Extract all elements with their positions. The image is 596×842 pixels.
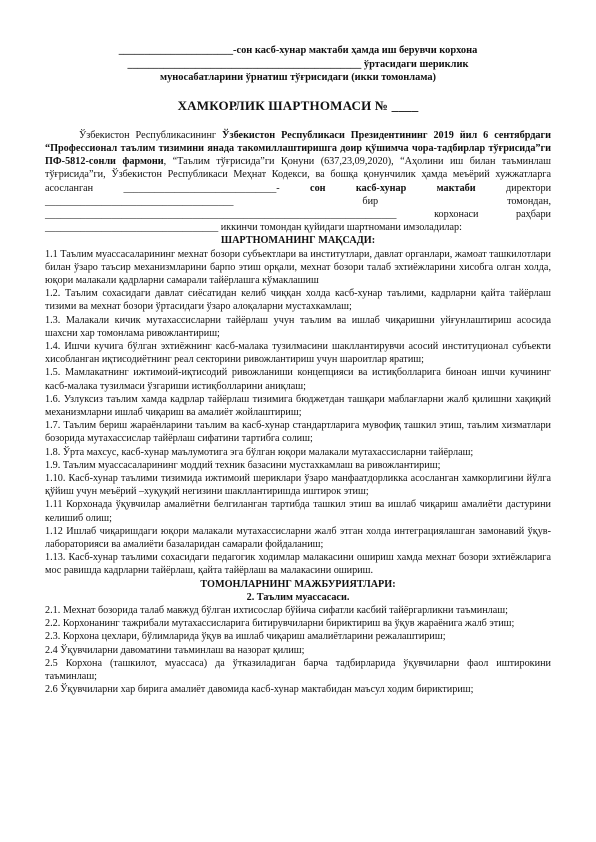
clause-paragraph: 1.4. Ишчи кучига бўлган эхтиёжнинг касб-малака тузилмасини шакллантирувчи асосий институционал субъекти хисобланган иқтисодиётнинг реал секторини ривожлантириш учун шароитлар яратиш; xyxy=(45,340,551,366)
clause-paragraph: 1.9. Таълим муассасаларининг моддий техник базасини мустахкамлаш ва ривожлантириш; xyxy=(45,459,441,471)
clause-paragraph: 1.3. Малакали кичик мутахассисларни тайёрлаш учун таълим ва ишлаб чиқаришни уйғунлаштириш асосида шахсни хар томонлама ривожлантириш; xyxy=(45,314,551,339)
clause-paragraph: 1.13. Касб-хунар таълими сохасидаги педагогик ходимлар малакасини ошириш хамда мехнат бозори эхтиёжларига мос равишда кадрларни тайёрлаш, қайта тайёрлаш ва малакасини ошириш. xyxy=(45,552,551,577)
clause-paragraph: 1.8. Ўрта махсус, касб-хунар маълумотига эга бўлган юқори малакали мутахассисларни тайёрлаш; xyxy=(45,446,474,458)
clause-paragraph: 1.1 Таълим муассасаларининг мехнат бозори субъектлари ва институтлари, давлат органлари, жамоат ташкилотлари билан ўзаро таъсир механизмларини барпо этиш орқали, мехнат бозори талаб эхтиёжларини хисобга олган холда, юқори малакали қадрларни самарали тайёрлашга кўмаклашиш xyxy=(45,248,551,286)
section-2-title: ТОМОНЛАРНИНГ МАЖБУРИЯТЛАРИ: xyxy=(200,578,396,590)
section-1-list xyxy=(45,248,551,578)
contract-page xyxy=(45,44,551,696)
clause-paragraph: 2.6 Ўқувчиларни хар бирига амалиёт давомида касб-хунар мактабидан маъсул ходим бириктириш; xyxy=(45,684,474,696)
header-line-1: ______________________-сон касб-хунар мактаби ҳамда иш берувчи корхона xyxy=(118,45,478,56)
clause-paragraph: 1.10. Касб-хунар таълими тизимида ижтимоий шериклари ўзаро манфаатдорликка асосланган хамкорлигини йўлга қўйиш учун меъёрий –хуқуқий негизини шакллантиришда иштирок этиш; xyxy=(45,472,551,498)
clause-paragraph: 1.2. Таълим сохасидаги давлат сиёсатидан келиб чиққан холда касб-хунар таълими, кадрларни қайта тайёрлаш тизими ва мехнат бозори ўртасидаги ўзаро алоқаларни мустахкамлаш; xyxy=(45,288,551,313)
clause-paragraph: 2.1. Мехнат бозорида талаб мавжуд бўлган ихтисослар бўйича сифатли касбий тайёргарликни таъминлаш; xyxy=(45,605,508,617)
intro-decree: Ўзбекистон Республикаси Президентининг 2019 йил 6 сентябрдаги “Профессионал таълим тизимини янада такомиллаштиришга доир қўшимча чора-тадбирлар тўғрисида”ги ПФ-5812-сонли фармони xyxy=(45,129,551,168)
header-line-2: _____________________________________________ ўртасидаги шериклик xyxy=(127,58,469,70)
header xyxy=(45,44,551,85)
clause-paragraph: 2.2. Корхонанинг тажрибали мутахассисларига битирувчиларни бириктириш ва ўқув жараёнига жалб этиш; xyxy=(45,618,515,630)
clause-paragraph: 1.6. Узлуксиз таълим хамда кадрлар тайёрлаш тизимига бюджетдан ташқари маблағларни жалб қилишни хақиқий механизмларни ишлаб чиқариш ва амалиёт жойлаштириш; xyxy=(45,393,551,418)
clause-paragraph: 1.7. Таълим бериш жараёнларини таълим ва касб-хунар стандартларига мувофиқ ташкил этиш, таълим хизматлари бозорида мутахассислар тайёрлаш сифатини тартибга солиш; xyxy=(45,420,551,445)
intro-text-3: директори _____________________________________ бир томондан, _____________________________________________________________________ корхонаси раҳбари __________________________________ иккинчи томондан қуйидаги шартномани имзоладилар: xyxy=(45,182,552,234)
intro-school: сон касб-хунар мактаби xyxy=(310,182,476,194)
intro-paragraph xyxy=(45,129,551,235)
clause-paragraph: 2.4 Ўқувчиларни давоматини таъминлаш ва назорат қилиш; xyxy=(45,644,305,656)
section-1-title: ШАРТНОМАНИНГ МАҚСАДИ: xyxy=(220,235,376,247)
clause-paragraph: 1.11 Корхонада ўқувчилар амалиётни белгиланган тартибда ташкил этиш ва ишлаб чиқариш амалиёти дастурини келишиб олиш; xyxy=(45,499,551,524)
intro-text-2: , “Таълим тўғрисида”ги Қонуни (637,23,09,2020), “Аҳолини иш билан таъминлаш тўғрисида”ги, Ўзбекистон Республикаси Меҳнат Кодекси, ва бошқа қонунчилик ҳамда меъёрий хужжатларга асосланган ______________________________- xyxy=(45,156,552,194)
section-2-list xyxy=(45,604,551,696)
document-title: ХАМКОРЛИК ШАРТНОМАСИ № ____ xyxy=(177,97,419,113)
section-2-subtitle: 2. Таълим муассасаси. xyxy=(246,591,350,603)
header-line-3: муносабатларини ўрнатиш тўғрисидаги (икки томонлама) xyxy=(160,72,436,83)
clause-paragraph: 1.5. Мамлакатнинг ижтимоий-иқтисодий ривожланиши концепцияси ва истиқболларига биноан ишчи кучининг касб-малака тузилмаси ўзгариши истиқболларини аниқлаш; xyxy=(45,367,551,392)
clause-paragraph: 1.12 Ишлаб чиқаришдаги юқори малакали мутахассисларни жалб этган холда интеграциялашган замонавий ўқув-лабораторияси ва амалиёти базаларидан самарали фойдаланиш; xyxy=(45,525,551,550)
clause-paragraph: 2.3. Корхона цехлари, бўлимларида ўқув ва ишлаб чиқариш амалиётларини режалаштириш; xyxy=(45,631,446,643)
clause-paragraph: 2.5 Корхона (ташкилот, муассаса) да ўтказиладиган барча тадбирларида ўқувчиларни фаол иштирокини таъминлаш; xyxy=(45,657,551,683)
intro-text-1: Ўзбекистон Республикасининг xyxy=(79,129,223,141)
